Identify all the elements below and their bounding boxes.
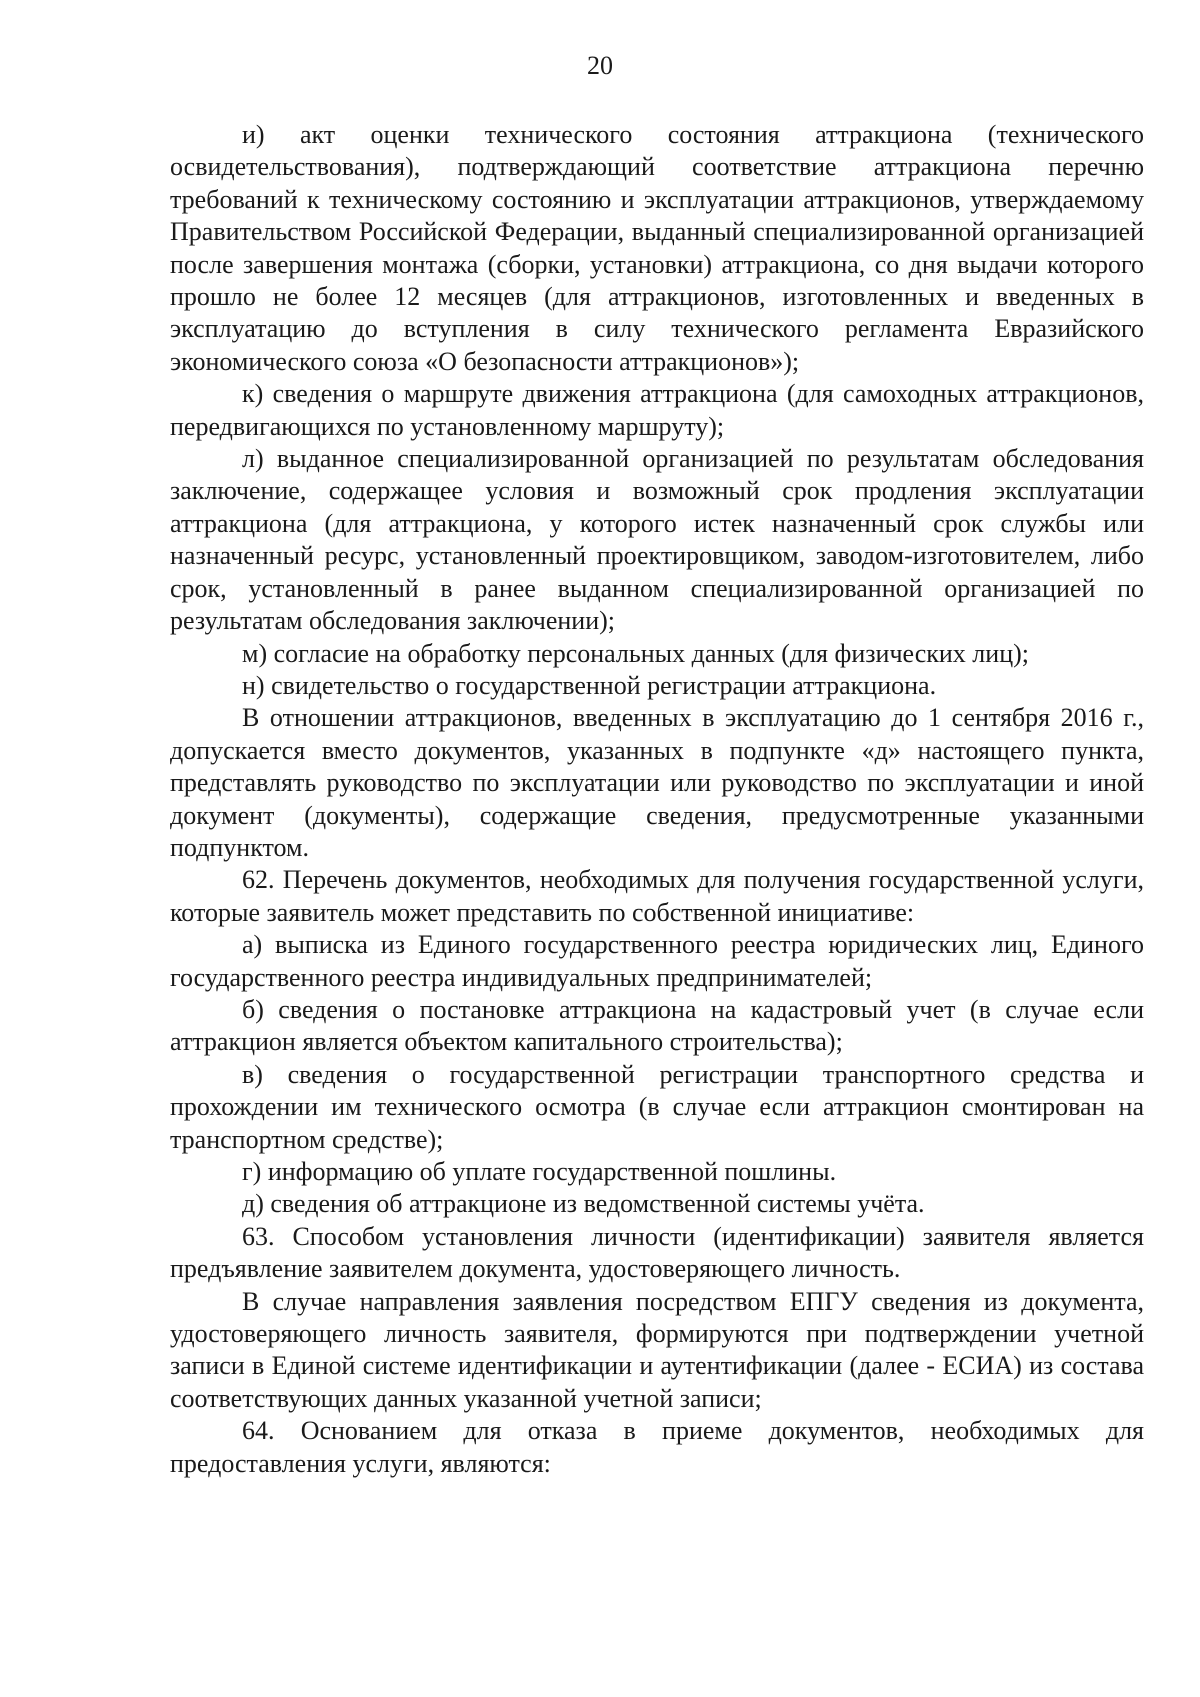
paragraph-section-63: 63. Способом установления личности (идентификации) заявителя является предъявление заявителем документа, удостоверяющего личность. [170,1221,1144,1284]
paragraph-item-i: и) акт оценки технического состояния аттракциона (технического освидетельствования), подтверждающий соответствие аттракциона перечню требований к техническому состоянию и эксплуатации аттракционов, утверждаемому Правительством Российской Федерации, выданный специализированной организацией после завершения монтажа (сборки, установки) аттракциона, со дня выдачи которого прошло не более 12 месяцев (для аттракционов, изготовленных и введенных в эксплуатацию до вступления в силу технического регламента Евразийского экономического союза «О безопасности аттракционов»); [170,120,1144,376]
paragraph-item-d: д) сведения об аттракционе из ведомственной системы учёта. [242,1189,925,1219]
page-number: 20 [587,51,613,80]
paragraph-item-g: г) информацию об уплате государственной пошлины. [242,1157,837,1186]
paragraph-section-64: 64. Основанием для отказа в приеме документов, необходимых для предоставления услуги, являются: [170,1416,1144,1478]
paragraph-item-v: в) сведения о государственной регистрации транспортного средства и прохождении им технического осмотра (в случае если аттракцион смонтирован на транспортном средстве); [170,1059,1144,1154]
paragraph-item-l: л) выданное специализированной организацией по результатам обследования заключение, содержащее условия и возможный срок продления эксплуатации аттракциона (для аттракциона, у которого истек назначенный срок службы или назначенный ресурс, установленный проектировщиком, заводом-изготовителем, либо срок, установленный в ранее выданном специализированной организацией по результатам обследования заключении); [170,444,1144,636]
paragraph-item-m: м) согласие на обработку персональных данных (для физических лиц); [242,638,1029,668]
paragraph-epgu-case: В случае направления заявления посредством ЕПГУ сведения из документа, удостоверяющего личность заявителя, формируются при подтверждении учетной записи в Единой системе идентификации и аутентификации (далее - ЕСИА) из состава соответствующих данных указанной учетной записи; [170,1286,1144,1413]
paragraph-item-k: к) сведения о маршруте движения аттракциона (для самоходных аттракционов, передвигающихся по установленному маршруту); [170,379,1144,441]
paragraph-exception-2016: В отношении аттракционов, введенных в эксплуатацию до 1 сентября 2016 г., допускается вместо документов, указанных в подпункте «д» настоящего пункта, представлять руководство по эксплуатации или руководство по эксплуатации и иной документ (документы), содержащие сведения, предусмотренные указанными подпунктом. [170,703,1144,862]
document-body [170,119,1144,1480]
paragraph-item-b: б) сведения о постановке аттракциона на кадастровый учет (в случае если аттракцион является объектом капитального строительства); [170,994,1144,1057]
paragraph-item-n: н) свидетельство о государственной регистрации аттракциона. [242,670,937,700]
paragraph-section-62: 62. Перечень документов, необходимых для получения государственной услуги, которые заявитель может представить по собственной инициативе: [170,865,1144,927]
paragraph-item-a: а) выписка из Единого государственного реестра юридических лиц, Единого государственного реестра индивидуальных предпринимателей; [170,930,1144,992]
